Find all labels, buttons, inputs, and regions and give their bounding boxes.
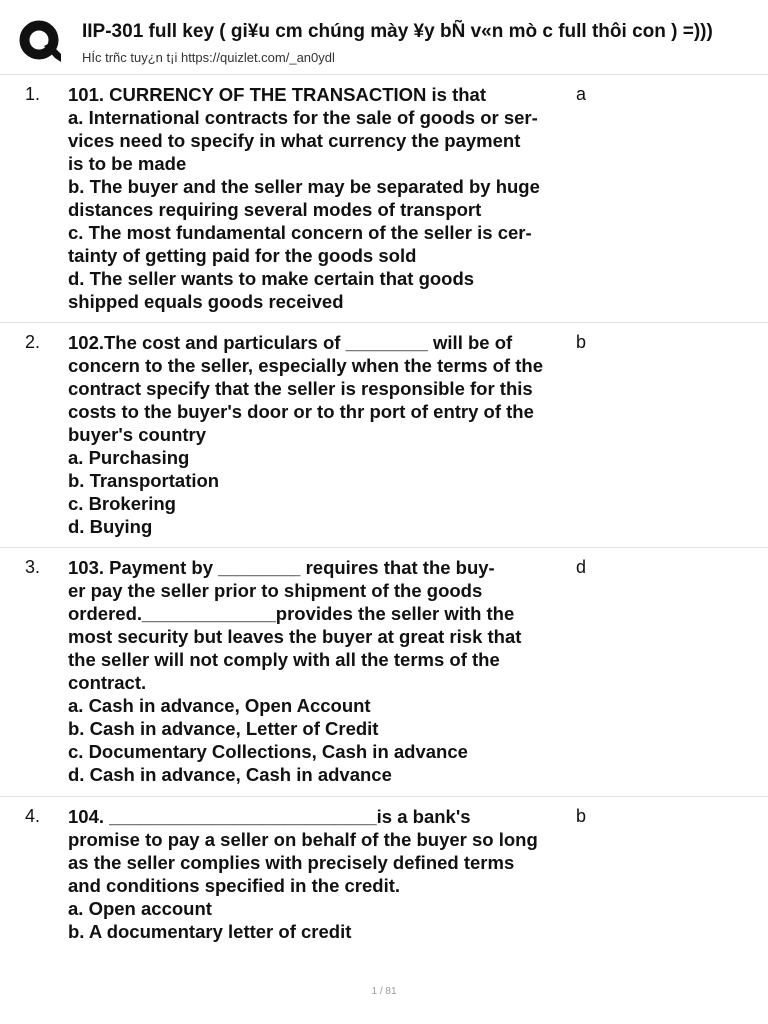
- question-line: b. A documentary letter of credit: [68, 921, 352, 942]
- document-subtitle: HÍc trñc tuy¿n t¡i https://quizlet.com/_an0ydl: [82, 50, 335, 65]
- question-line: most security but leaves the buyer at great risk that: [68, 626, 522, 647]
- answer-key: b: [576, 332, 587, 352]
- answer-key: d: [576, 557, 587, 577]
- question-line: b. The buyer and the seller may be separated by huge: [68, 176, 540, 197]
- question-line: contract specify that the seller is responsible for this: [68, 378, 533, 399]
- question-line: c. Documentary Collections, Cash in advance: [68, 741, 468, 762]
- question-line: is to be made: [68, 153, 187, 174]
- question-row: [0, 75, 768, 323]
- question-line: d. Buying: [68, 516, 153, 537]
- question-line: ordered._____________provides the seller with the: [68, 603, 515, 624]
- question-line: as the seller complies with precisely defined terms: [68, 852, 515, 873]
- question-row: [0, 323, 768, 548]
- answer-key: b: [576, 806, 587, 826]
- question-line: a. Open account: [68, 898, 212, 919]
- question-line: b. Transportation: [68, 470, 220, 491]
- question-text: [68, 556, 573, 786]
- question-line: 104. __________________________is a bank's: [68, 806, 471, 827]
- question-line: tainty of getting paid for the goods sold: [68, 245, 417, 266]
- question-line: the seller will not comply with all the terms of the: [68, 649, 500, 670]
- question-line: costs to the buyer's door or to thr port of entry of the: [68, 401, 534, 422]
- question-line: a. International contracts for the sale of goods or ser-: [68, 107, 538, 128]
- question-number: 3.: [25, 557, 41, 577]
- question-line: and conditions specified in the credit.: [68, 875, 401, 896]
- question-text: [68, 805, 573, 943]
- question-line: shipped equals goods received: [68, 291, 344, 312]
- question-line: distances requiring several modes of transport: [68, 199, 482, 220]
- question-line: promise to pay a seller on behalf of the buyer so long: [68, 829, 538, 850]
- question-line: er pay the seller prior to shipment of the goods: [68, 580, 483, 601]
- question-line: d. The seller wants to make certain that goods: [68, 268, 475, 289]
- document-header: [0, 0, 768, 75]
- question-line: b. Cash in advance, Letter of Credit: [68, 718, 379, 739]
- quizlet-q-logo-icon: [19, 20, 61, 62]
- question-line: d. Cash in advance, Cash in advance: [68, 764, 392, 785]
- question-line: buyer's country: [68, 424, 207, 445]
- question-line: vices need to specify in what currency the payment: [68, 130, 521, 151]
- answer-key: a: [576, 84, 587, 104]
- question-line: c. The most fundamental concern of the seller is cer-: [68, 222, 532, 243]
- question-line: 101. CURRENCY OF THE TRANSACTION is that: [68, 84, 487, 105]
- question-number: 2.: [25, 332, 41, 352]
- question-row: [0, 797, 768, 957]
- question-number: 1.: [25, 84, 41, 104]
- question-line: a. Cash in advance, Open Account: [68, 695, 371, 716]
- question-row: [0, 548, 768, 797]
- question-line: a. Purchasing: [68, 447, 190, 468]
- question-line: contract.: [68, 672, 147, 693]
- question-line: c. Brokering: [68, 493, 176, 514]
- question-line: 102.The cost and particulars of ________ will be of: [68, 332, 513, 353]
- question-text: [68, 331, 573, 538]
- page-number: 1 / 81: [371, 986, 397, 997]
- question-line: concern to the seller, especially when the terms of the: [68, 355, 543, 376]
- question-line: 103. Payment by ________ requires that the buy-: [68, 557, 495, 578]
- question-text: [68, 83, 573, 313]
- question-number: 4.: [25, 806, 41, 826]
- document-title: IIP-301 full key ( gi¥u cm chúng mày ¥y bÑ v«n mò c full thôi con ) =))): [82, 21, 713, 42]
